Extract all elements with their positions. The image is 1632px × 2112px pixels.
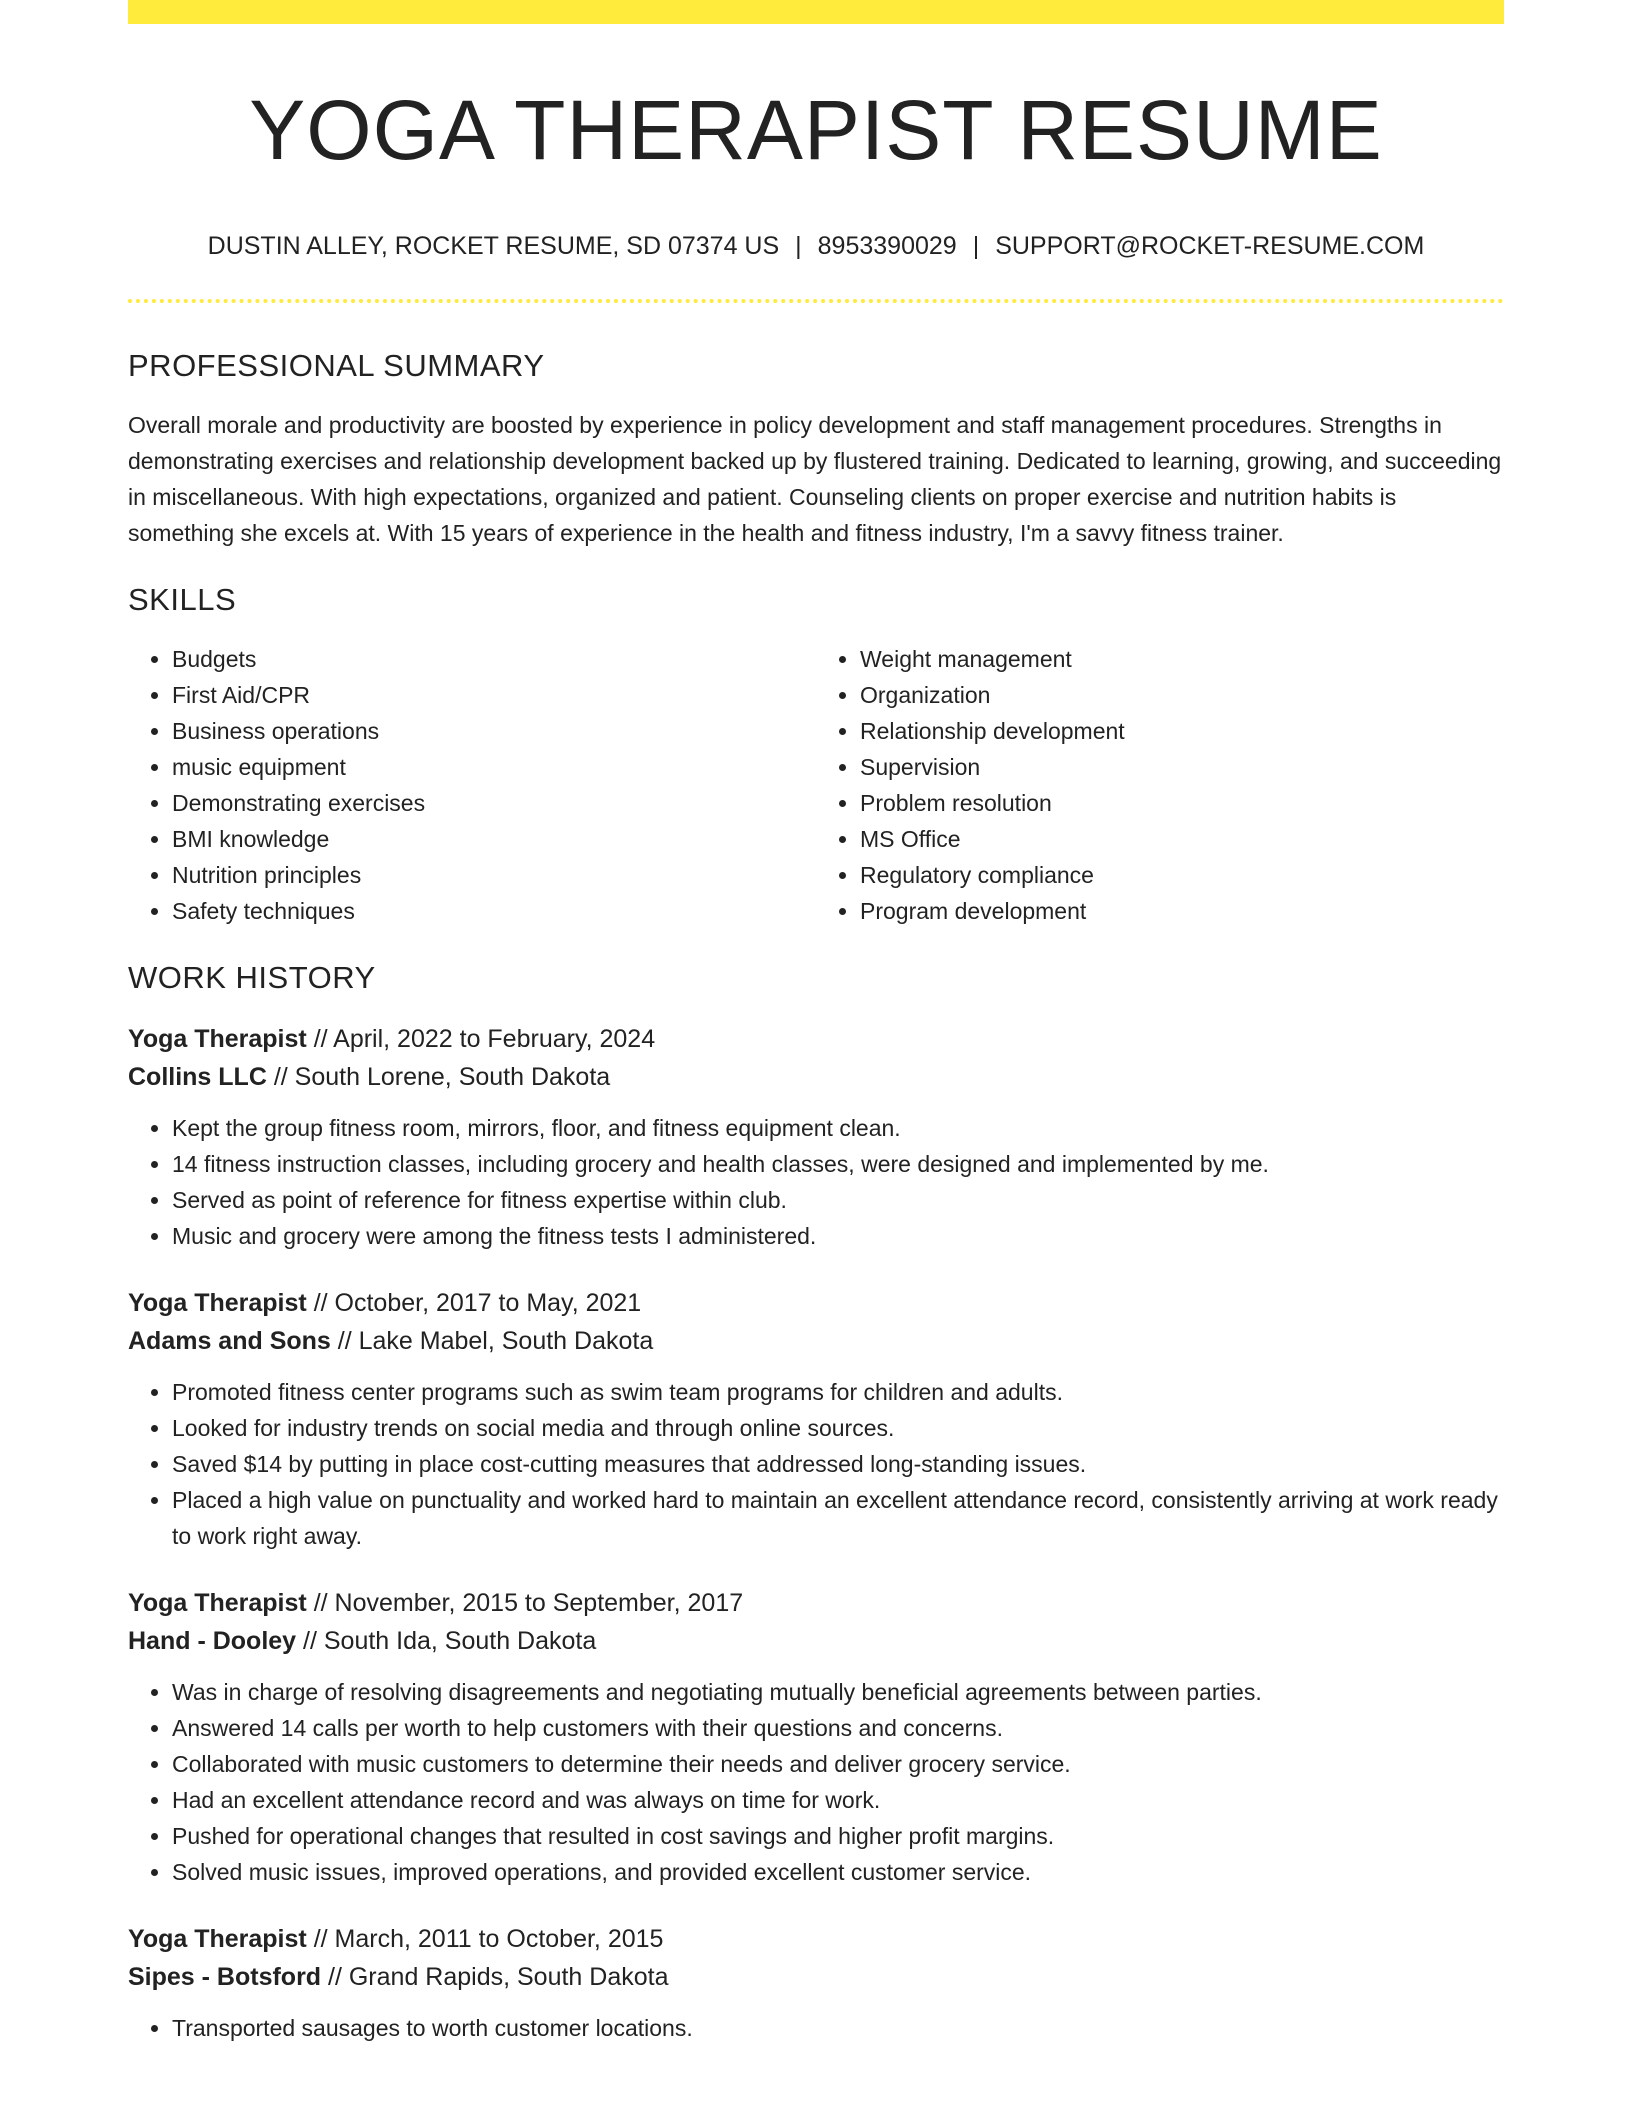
job-location: // South Ida, South Dakota — [296, 1627, 597, 1656]
duty-item: • Pushed for operational changes that resulted in cost savings and higher profit margins. — [172, 1818, 1504, 1854]
job-company: Hand - Dooley — [128, 1627, 297, 1656]
job-location: // South Lorene, South Dakota — [266, 1063, 611, 1092]
job-duties — [128, 1374, 1504, 1554]
job-company-line — [128, 1622, 1504, 1660]
duty-item: • 14 fitness instruction classes, including grocery and health classes, were designed and implemented by me. — [172, 1146, 1504, 1182]
summary-heading: PROFESSIONAL SUMMARY — [128, 347, 545, 383]
duty-item: • Collaborated with music customers to determine their needs and deliver grocery service. — [172, 1746, 1504, 1782]
top-accent-bar — [128, 0, 1504, 24]
duty-item: • Served as point of reference for fitness expertise within club. — [172, 1182, 1504, 1218]
job-title: Yoga Therapist — [128, 1025, 307, 1054]
skill-item: • Regulatory compliance — [860, 857, 1504, 893]
duty-item: • Placed a high value on punctuality and worked hard to maintain an excellent attendance record, consistently arriving at work ready to work right away. — [172, 1482, 1504, 1554]
skill-item: • Problem resolution — [860, 785, 1504, 821]
job-title-line — [128, 1920, 1504, 1958]
skill-item: • Relationship development — [860, 713, 1504, 749]
contact-address: DUSTIN ALLEY, ROCKET RESUME, SD 07374 US — [207, 231, 780, 260]
skill-item: • Organization — [860, 677, 1504, 713]
job-company: Adams and Sons — [128, 1327, 331, 1356]
skill-item: • Supervision — [860, 749, 1504, 785]
duty-item: • Music and grocery were among the fitness tests I administered. — [172, 1218, 1504, 1254]
contact-email: SUPPORT@ROCKET-RESUME.COM — [995, 231, 1425, 260]
resume-page — [128, 0, 1504, 2046]
skill-item: • Budgets — [172, 641, 816, 677]
work-history-heading: WORK HISTORY — [128, 959, 376, 995]
skill-item: • music equipment — [172, 749, 816, 785]
duty-item: • Solved music issues, improved operations, and provided excellent customer service. — [172, 1854, 1504, 1890]
job-dates: // April, 2022 to February, 2024 — [306, 1025, 656, 1054]
duty-item: • Answered 14 calls per worth to help customers with their questions and concerns. — [172, 1710, 1504, 1746]
duty-item: • Was in charge of resolving disagreements and negotiating mutually beneficial agreements between parties. — [172, 1674, 1504, 1710]
job-duties — [128, 2010, 1504, 2046]
skill-item: • First Aid/CPR — [172, 677, 816, 713]
job-title: Yoga Therapist — [128, 1589, 307, 1618]
job-duties — [128, 1674, 1504, 1890]
skill-item: • BMI knowledge — [172, 821, 816, 857]
job-duties — [128, 1110, 1504, 1254]
duty-item: • Transported sausages to worth customer locations. — [172, 2010, 1504, 2046]
duty-item: • Kept the group fitness room, mirrors, floor, and fitness equipment clean. — [172, 1110, 1504, 1146]
job-title: Yoga Therapist — [128, 1925, 307, 1954]
job-entry — [128, 1920, 1504, 2046]
job-title-line — [128, 1284, 1504, 1322]
skills-list — [128, 641, 1504, 929]
skill-item: • Business operations — [172, 713, 816, 749]
skill-item: • MS Office — [860, 821, 1504, 857]
duty-item: • Had an excellent attendance record and was always on time for work. — [172, 1782, 1504, 1818]
skills-column-left — [128, 641, 816, 929]
job-location: // Grand Rapids, South Dakota — [321, 1963, 669, 1992]
job-title: Yoga Therapist — [128, 1289, 307, 1318]
job-company: Collins LLC — [128, 1063, 267, 1092]
job-entry — [128, 1020, 1504, 1254]
skill-item: • Safety techniques — [172, 893, 816, 929]
skill-item: • Demonstrating exercises — [172, 785, 816, 821]
duty-item: • Promoted fitness center programs such as swim team programs for children and adults. — [172, 1374, 1504, 1410]
skills-column-right — [816, 641, 1504, 929]
contact-line — [128, 231, 1504, 261]
job-company: Sipes - Botsford — [128, 1963, 322, 1992]
header-divider — [128, 299, 1504, 303]
duty-item: • Looked for industry trends on social media and through online sources. — [172, 1410, 1504, 1446]
job-entry — [128, 1284, 1504, 1554]
job-dates: // March, 2011 to October, 2015 — [306, 1925, 664, 1954]
job-location: // Lake Mabel, South Dakota — [330, 1327, 654, 1356]
skill-item: • Weight management — [860, 641, 1504, 677]
job-dates: // November, 2015 to September, 2017 — [306, 1589, 744, 1618]
contact-phone: 8953390029 — [817, 231, 957, 260]
job-company-line — [128, 1958, 1504, 1996]
contact-separator: | — [795, 231, 802, 260]
duty-item: • Saved $14 by putting in place cost-cutting measures that addressed long-standing issues. — [172, 1446, 1504, 1482]
skill-item: • Program development — [860, 893, 1504, 929]
job-company-line — [128, 1322, 1504, 1360]
job-title-line — [128, 1584, 1504, 1622]
skill-item: • Nutrition principles — [172, 857, 816, 893]
contact-separator: | — [972, 231, 980, 260]
job-company-line — [128, 1058, 1504, 1096]
job-dates: // October, 2017 to May, 2021 — [306, 1289, 642, 1318]
skills-heading: SKILLS — [128, 581, 237, 617]
job-entry — [128, 1584, 1504, 1890]
job-title-line — [128, 1020, 1504, 1058]
summary-text: Overall morale and productivity are boosted by experience in policy development and staff management procedures. Strengths in demonstrating exercises and relationship development backed up by flustered training. Dedicated to learning, growing, and succeeding in miscellaneous. With high expectations, organized and patient. Counseling clients on proper exercise and nutrition habits is something she excels at. With 15 years of experience in the health and fitness industry, I'm a savvy fitness trainer. — [128, 411, 1502, 546]
page-title: YOGA THERAPIST RESUME — [249, 83, 1383, 177]
